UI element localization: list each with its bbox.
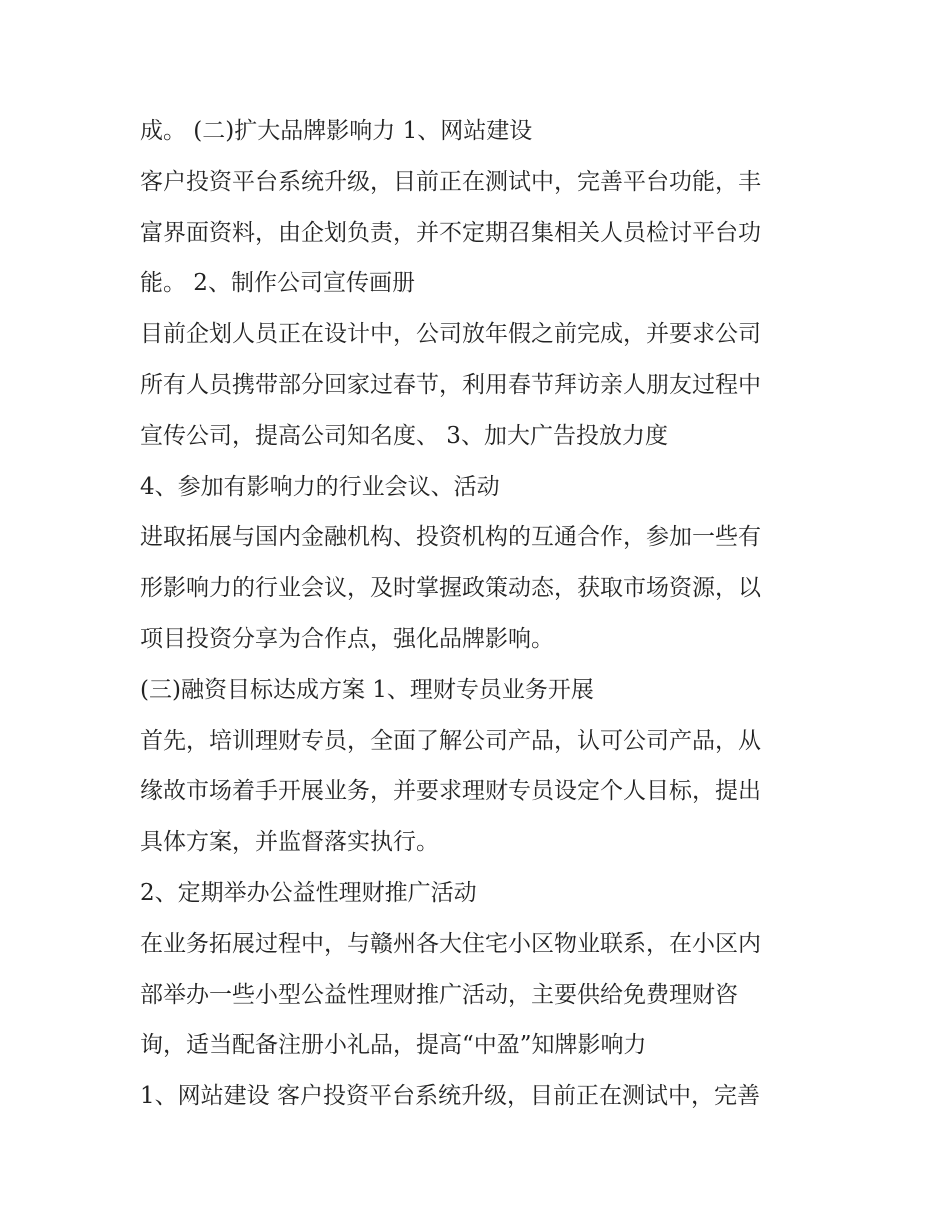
text-line: 1、网站建设 客户投资平台系统升级，目前正在测试中，完善 (140, 1083, 760, 1110)
text-line: 进取拓展与国内金融机构、投资机构的互通合作，参加一些有 (140, 524, 761, 551)
text-line: 成。 (二)扩大品牌影响力 1、网站建设 (140, 118, 533, 144)
text-line: 部举办一些小型公益性理财推广活动，主要供给免费理财咨 (140, 981, 738, 1008)
text-line: 能。 2、制作公司宣传画册 (140, 270, 415, 297)
text-line: 形影响力的行业会议，及时掌握政策动态，获取市场资源，以 (140, 575, 761, 602)
text-line: 4、参加有影响力的行业会议、活动 (140, 473, 500, 500)
text-line: 项目投资分享为合作点，强化品牌影响。 (140, 625, 554, 652)
text-line: (三)融资目标达成方案 1、理财专员业务开展 (140, 676, 594, 703)
text-line: 宣传公司，提高公司知名度、 3、加大广告投放力度 (140, 422, 668, 449)
document-body (140, 106, 820, 1122)
text-line: 目前企划人员正在设计中，公司放年假之前完成，并要求公司 (140, 321, 761, 348)
text-line: 客户投资平台系统升级，目前正在测试中，完善平台功能，丰 (140, 168, 761, 195)
text-line: 询，适当配备注册小礼品，提高“中盈”知牌影响力 (140, 1032, 647, 1059)
text-line: 2、定期举办公益性理财推广活动 (140, 879, 477, 906)
text-line: 缘故市场着手开展业务，并要求理财专员设定个人目标，提出 (140, 778, 761, 805)
text-line: 具体方案，并监督落实执行。 (140, 829, 439, 856)
text-line: 所有人员携带部分回家过春节，利用春节拜访亲人朋友过程中 (140, 371, 761, 398)
text-line: 在业务拓展过程中，与赣州各大住宅小区物业联系，在小区内 (140, 930, 761, 957)
text-line: 富界面资料，由企划负责，并不定期召集相关人员检讨平台功 (140, 219, 761, 246)
text-line: 首先，培训理财专员，全面了解公司产品，认可公司产品，从 (140, 727, 761, 754)
